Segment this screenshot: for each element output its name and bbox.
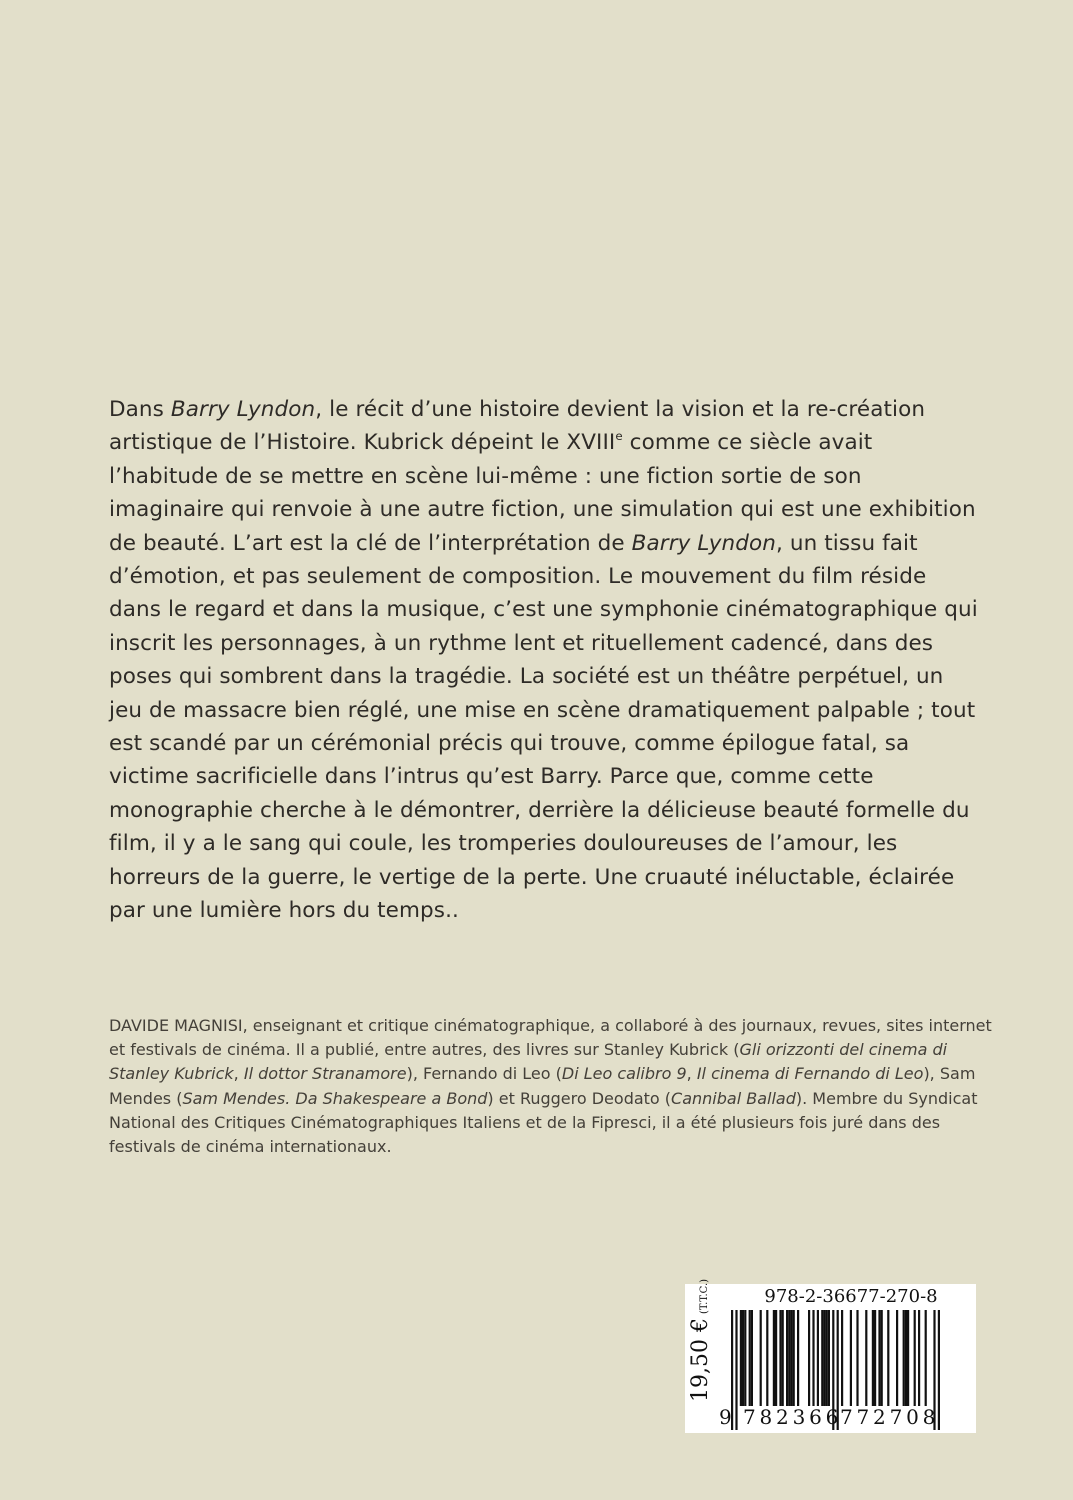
- blurb-text: Dans: [109, 397, 171, 422]
- barcode-bar: [905, 1310, 907, 1406]
- barcode-bar: [914, 1310, 916, 1406]
- barcode-guard-bar: [735, 1310, 737, 1430]
- barcode-bar: [812, 1310, 814, 1406]
- barcode-bar: [907, 1310, 909, 1406]
- bio-text: ), Fernando di Leo (: [406, 1064, 562, 1084]
- barcode-bar: [790, 1310, 792, 1406]
- film-title: Barry Lyndon: [170, 397, 316, 422]
- price: 19,50 €: [688, 1318, 713, 1402]
- barcode-bar: [742, 1310, 744, 1406]
- author-bio: [109, 1014, 1004, 1159]
- book-title: Il cinema di Fernando di Leo: [696, 1064, 924, 1084]
- book-title: Sam Mendes. Da Shakespeare a Bond: [182, 1088, 488, 1108]
- film-title: Barry Lyndon: [631, 530, 776, 556]
- barcode-bar: [766, 1310, 768, 1406]
- barcode-bar: [821, 1310, 823, 1406]
- back-cover-blurb: [109, 393, 979, 928]
- barcode-bar: [797, 1310, 799, 1406]
- barcode-bar: [881, 1310, 883, 1406]
- book-title: Gli orizzonti del cinema di Stanley Kubrick: [109, 1040, 948, 1084]
- barcode-bar: [850, 1310, 852, 1406]
- barcode-bar: [788, 1310, 790, 1406]
- barcode-left-digits: 782366: [743, 1405, 843, 1429]
- century-superscript: e: [615, 429, 623, 444]
- bio-text: ). Membre du Syndicat National des Critiques Cinématographiques Italiens et de la Fipresci, il a été plusieurs fois juré dans des festivals de cinéma internationaux.: [109, 1088, 978, 1157]
- barcode-bar: [918, 1310, 920, 1406]
- barcode-bar: [740, 1310, 742, 1406]
- price-label: [688, 1278, 713, 1402]
- barcode-bar: [751, 1310, 753, 1406]
- barcode-bar: [786, 1310, 788, 1406]
- barcode-bar: [841, 1310, 843, 1406]
- barcode-bar: [773, 1310, 775, 1406]
- price-note: (T.T.C.): [699, 1278, 710, 1315]
- barcode-panel: [685, 1278, 976, 1433]
- barcode-bar: [779, 1310, 781, 1406]
- barcode-bar: [925, 1310, 927, 1406]
- bio-text: ,: [233, 1064, 244, 1084]
- barcode-bar: [808, 1310, 810, 1406]
- blurb-text: , un tissu fait d’émotion, et pas seulement de composition. Le mouvement du film réside dans le regard et dans la musique, c’est une symphonie cinématographique qui inscrit les personnages, à un rythme lent et rituellement cadencé, dans des poses qui sombrent dans la tragédie. La société est un théâtre perpétuel, un jeu de massacre bien réglé, une mise en scène dramatiquement palpable ; tout est scandé par un cérémonial précis qui trouve, comme épilogue fatal, sa victime sacrificielle dans l’intrus qu’est Barry. Parce que, comme cette monographie cherche à le démontrer, derrière la délicieuse beauté formelle du film, il y a le sang qui coule, les tromperies douloureuses de l’amour, les horreurs de la guerre, le vertige de la perte. Une cruauté inéluctable, éclairée par une lumière hors du temps..: [109, 530, 978, 924]
- barcode-bar: [887, 1310, 889, 1406]
- bio-text: ) et Ruggero Deodato (: [487, 1088, 672, 1108]
- barcode-bar: [872, 1310, 874, 1406]
- barcode-bar: [903, 1310, 905, 1406]
- barcode-bar: [823, 1310, 825, 1406]
- blurb-text: comme ce siècle avait l’habitude de se mettre en scène lui-même : une fiction sortie de son imaginaire qui renvoie à une autre fiction, une simulation qui est une exhibition de beauté. L’art est la clé de l’interprétation de: [109, 430, 976, 556]
- book-title: Di Leo calibro 9: [561, 1064, 687, 1084]
- barcode-bar: [896, 1310, 898, 1406]
- barcode-bar: [826, 1310, 828, 1406]
- bio-text: DAVIDE MAGNISI, enseignant et critique cinématographique, a collaboré à des journaux, revues, sites internet et festivals de cinéma. Il a publié, entre autres, des livres sur Stanley Kubrick (: [109, 1016, 992, 1060]
- barcode-bar: [782, 1310, 784, 1406]
- barcode-bar: [749, 1310, 751, 1406]
- barcode-bar: [775, 1310, 777, 1406]
- bio-text: ,: [686, 1064, 697, 1084]
- book-title: Il dottor Stranamore: [243, 1064, 407, 1084]
- barcode-bar: [744, 1310, 746, 1406]
- barcode-bar: [760, 1310, 762, 1406]
- book-title: Cannibal Ballad: [671, 1088, 796, 1108]
- blurb-text: , le récit d’une histoire devient la vision et la re-création artistique de l’Histoire. Kubrick dépeint le XVIII: [109, 397, 926, 456]
- barcode-bar: [878, 1310, 880, 1406]
- barcode-bar: [793, 1310, 795, 1406]
- barcode-bar: [828, 1310, 830, 1406]
- isbn-number: 978-2-36677-270-8: [764, 1286, 938, 1307]
- barcode-bar: [817, 1310, 819, 1406]
- barcode-right-digits: 772708: [840, 1405, 940, 1429]
- barcode-bar: [856, 1310, 858, 1406]
- bio-text: ), Sam Mendes (: [109, 1064, 976, 1108]
- barcode-bar: [865, 1310, 867, 1406]
- barcode-bar: [874, 1310, 876, 1406]
- barcode-first-digit: 9: [719, 1405, 732, 1429]
